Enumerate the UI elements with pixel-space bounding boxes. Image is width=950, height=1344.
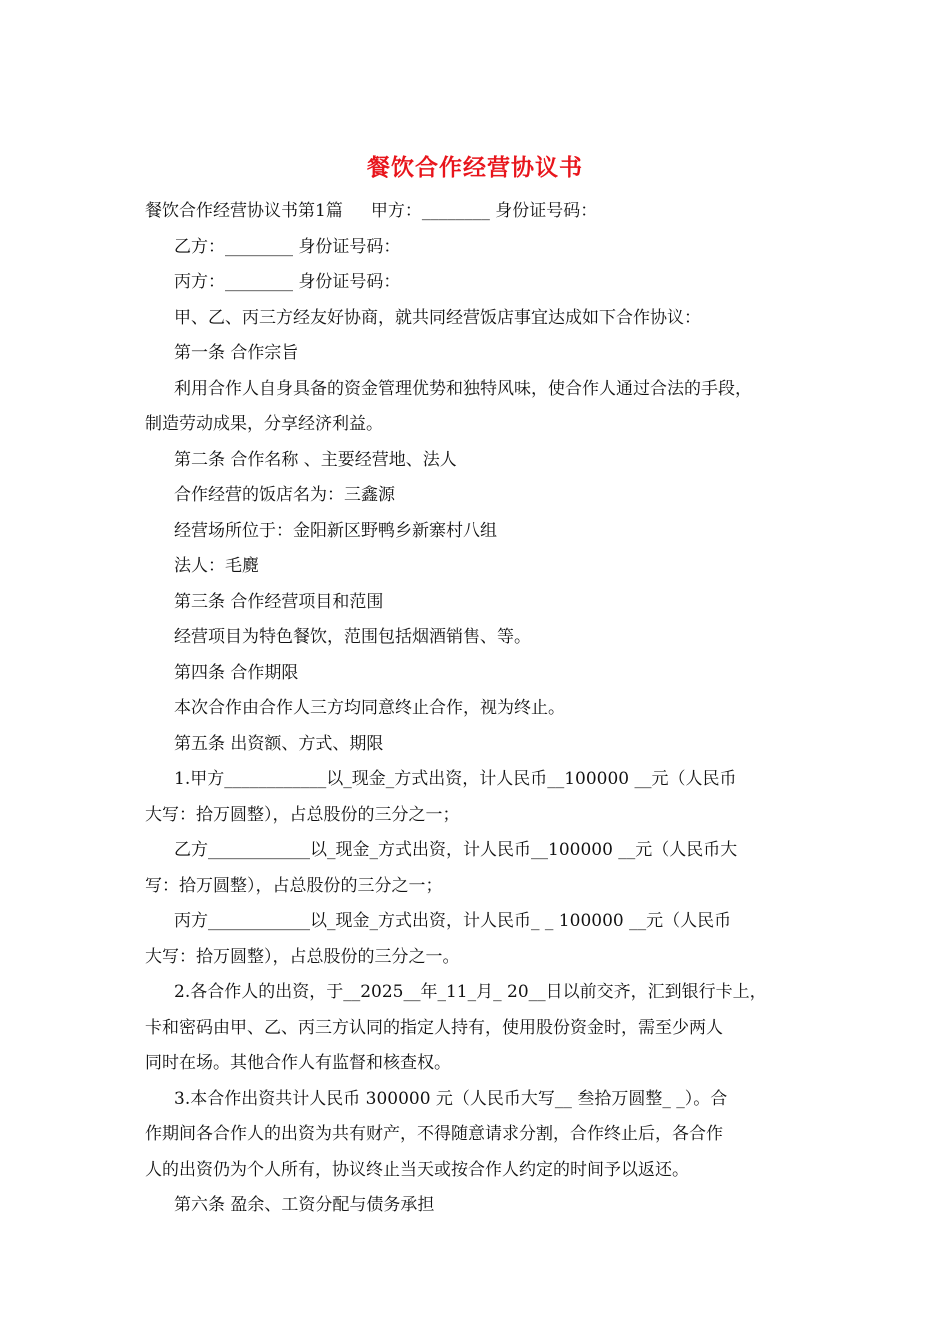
restaurant-name: 合作经营的饭店名为：三鑫源 bbox=[174, 485, 395, 505]
contribution-deadline: 2.各合作人的出资，于__2025__年_11_月_ 20__日以前交齐，汇到银行卡上， bbox=[174, 982, 767, 1002]
party-b-line: 乙方：________ 身份证号码： bbox=[174, 236, 401, 257]
article-6-heading: 第六条 盈余、工资分配与债务承担 bbox=[174, 1195, 435, 1215]
business-location: 经营场所位于：金阳新区野鸭乡新寨村八组 bbox=[174, 520, 497, 541]
total-contribution-cont-1: 作期间各合作人的出资为共有财产，不得随意请求分割，合作终止后，各合作 bbox=[145, 1124, 723, 1144]
article-1-text-cont: 制造劳动成果，分享经济利益。 bbox=[145, 414, 383, 434]
article-2-heading: 第二条 合作名称 、主要经营地、法人 bbox=[174, 449, 457, 470]
article-3-text: 经营项目为特色餐饮，范围包括烟酒销售、等。 bbox=[174, 627, 531, 647]
party-b-contribution-cont: 写：拾万圆整），占总股份的三分之一； bbox=[145, 875, 443, 896]
party-c-line: 丙方：________ 身份证号码： bbox=[174, 272, 401, 292]
party-c-contribution: 丙方____________以_现金_方式出资，计人民币_ _ 100000 __元（人民币 bbox=[174, 911, 732, 931]
article-3-heading: 第三条 合作经营项目和范围 bbox=[174, 591, 384, 612]
contribution-deadline-cont-2: 同时在场。其他合作人有监督和核查权。 bbox=[145, 1053, 451, 1073]
contribution-deadline-cont-1: 卡和密码由甲、乙、丙三方认同的指定人持有，使用股份资金时，需至少两人 bbox=[145, 1017, 723, 1038]
party-a-line: 甲方：________ 身份证号码： bbox=[370, 201, 598, 221]
party-b-contribution: 乙方____________以_现金_方式出资，计人民币__100000 __元（人民币大 bbox=[174, 840, 738, 860]
document-title: 餐饮合作经营协议书 bbox=[367, 154, 583, 181]
party-c-contribution-cont: 大写：拾万圆整），占总股份的三分之一。 bbox=[145, 946, 460, 967]
total-contribution-cont-2: 人的出资仍为个人所有，协议终止当天或按合作人约定的时间予以返还。 bbox=[145, 1159, 689, 1180]
legal-person: 法人：毛麑 bbox=[174, 556, 259, 576]
party-a-contribution: 1.甲方____________以_现金_方式出资，计人民币__100000 __元（人民币 bbox=[174, 769, 737, 789]
article-4-text: 本次合作由合作人三方均同意终止合作，视为终止。 bbox=[174, 698, 565, 718]
article-1-heading: 第一条 合作宗旨 bbox=[174, 343, 299, 363]
document-subtitle: 餐饮合作经营协议书第1篇 bbox=[145, 201, 343, 221]
header-line bbox=[145, 194, 815, 230]
document-body bbox=[145, 194, 815, 1224]
article-1-text: 利用合作人自身具备的资金管理优势和独特风味，使合作人通过合法的手段， bbox=[174, 378, 752, 399]
party-a-contribution-cont: 大写：拾万圆整），占总股份的三分之一； bbox=[145, 804, 460, 825]
article-5-heading: 第五条 出资额、方式、期限 bbox=[174, 733, 384, 754]
article-4-heading: 第四条 合作期限 bbox=[174, 662, 299, 683]
preamble: 甲、乙、丙三方经友好协商，就共同经营饭店事宜达成如下合作协议： bbox=[174, 307, 701, 328]
total-contribution: 3.本合作出资共计人民币 300000 元（人民币大写__ 叁拾万圆整_ _）。合 bbox=[174, 1088, 728, 1109]
